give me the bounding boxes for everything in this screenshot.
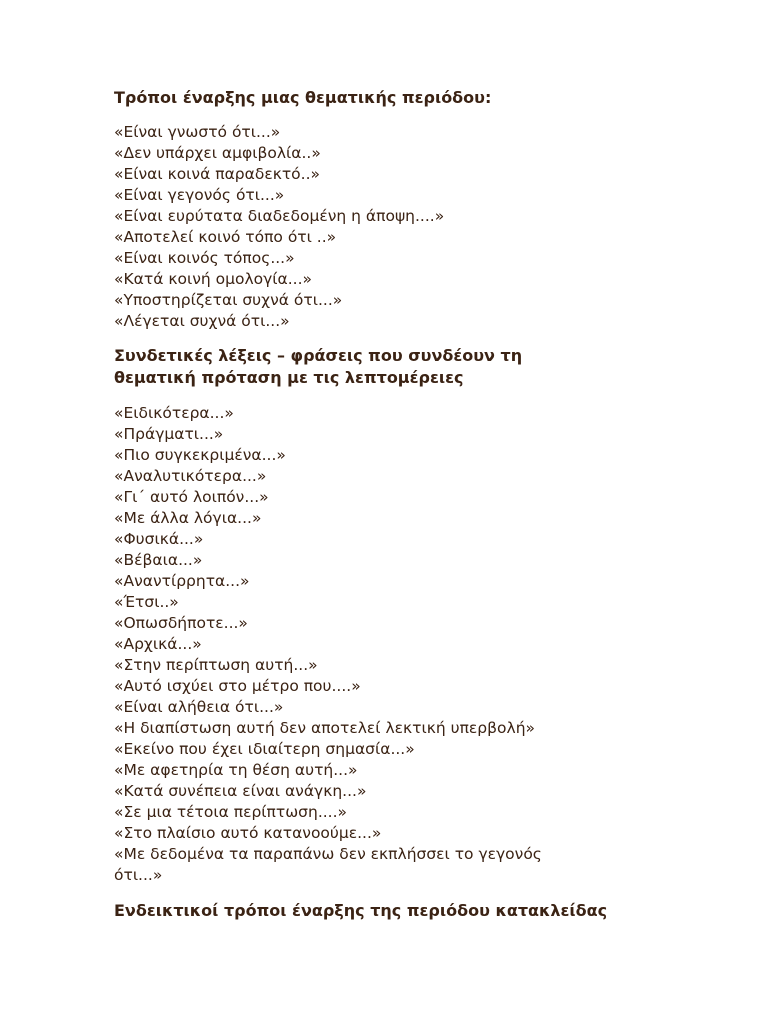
list-item: «Αναντίρρητα...» <box>114 572 250 590</box>
list-item: «Αρχικά...» <box>114 635 202 653</box>
list-item: «Φυσικά...» <box>114 530 204 548</box>
list-item: «Ειδικότερα...» <box>114 404 234 422</box>
list-item: «Κατά κοινή ομολογία...» <box>114 270 312 288</box>
list-item: «Είναι γνωστό ότι...» <box>114 123 281 141</box>
list-item: «Εκείνο που έχει ιδιαίτερη σημασία...» <box>114 740 415 758</box>
list-item: «Αποτελεί κοινό τόπο ότι ..» <box>114 228 337 246</box>
list-item: «Στο πλαίσιο αυτό κατανοούμε...» <box>114 824 382 842</box>
list-item: «Είναι ευρύτατα διαδεδομένη η άποψη....» <box>114 207 445 225</box>
list-item: «Είναι κοινά παραδεκτό..» <box>114 165 320 183</box>
list-item: «Λέγεται συχνά ότι...» <box>114 312 290 330</box>
list-item: «Έτσι..» <box>114 593 179 611</box>
list-item: «Δεν υπάρχει αμφιβολία..» <box>114 144 321 162</box>
section3-heading: Ενδεικτικοί τρόποι έναρξης της περιόδου κατακλείδας <box>114 901 608 920</box>
list-item: «Αυτό ισχύει στο μέτρο που....» <box>114 677 361 695</box>
list-item: «Σε μια τέτοια περίπτωση....» <box>114 803 348 821</box>
list-item: «Υποστηρίζεται συχνά ότι...» <box>114 291 343 309</box>
list-item: «Γι΄ αυτό λοιπόν...» <box>114 488 269 506</box>
document-page <box>114 83 754 921</box>
section2-list <box>114 403 754 886</box>
list-item: «Αναλυτικότερα...» <box>114 467 267 485</box>
section2-heading <box>114 345 754 389</box>
list-item-last-line2: ότι...» <box>114 866 163 884</box>
list-item: «Είναι κοινός τόπος...» <box>114 249 295 267</box>
section1-list <box>114 122 754 332</box>
list-item: «Βέβαια...» <box>114 551 203 569</box>
list-item: «Οπωσδήποτε...» <box>114 614 248 632</box>
list-item: «Πράγματι...» <box>114 425 224 443</box>
list-item: «Είναι γεγονός ότι...» <box>114 186 285 204</box>
list-item: «Η διαπίστωση αυτή δεν αποτελεί λεκτική υπερβολή» <box>114 719 535 737</box>
section1-heading: Τρόποι έναρξης μιας θεματικής περιόδου: <box>114 88 492 107</box>
list-item: «Πιο συγκεκριμένα...» <box>114 446 286 464</box>
list-item: «Είναι αλήθεια ότι...» <box>114 698 284 716</box>
list-item: «Στην περίπτωση αυτή...» <box>114 656 318 674</box>
list-item-last <box>114 844 754 886</box>
list-item: «Με άλλα λόγια...» <box>114 509 262 527</box>
section2-heading-line1: Συνδετικές λέξεις – φράσεις που συνδέουν τη <box>114 346 523 365</box>
section2-heading-line2: θεματική πρόταση με τις λεπτομέρειες <box>114 368 464 387</box>
list-item: «Κατά συνέπεια είναι ανάγκη...» <box>114 782 367 800</box>
list-item-last-line1: «Με δεδομένα τα παραπάνω δεν εκπλήσσει το γεγονός <box>114 845 542 863</box>
list-item: «Με αφετηρία τη θέση αυτή...» <box>114 761 358 779</box>
